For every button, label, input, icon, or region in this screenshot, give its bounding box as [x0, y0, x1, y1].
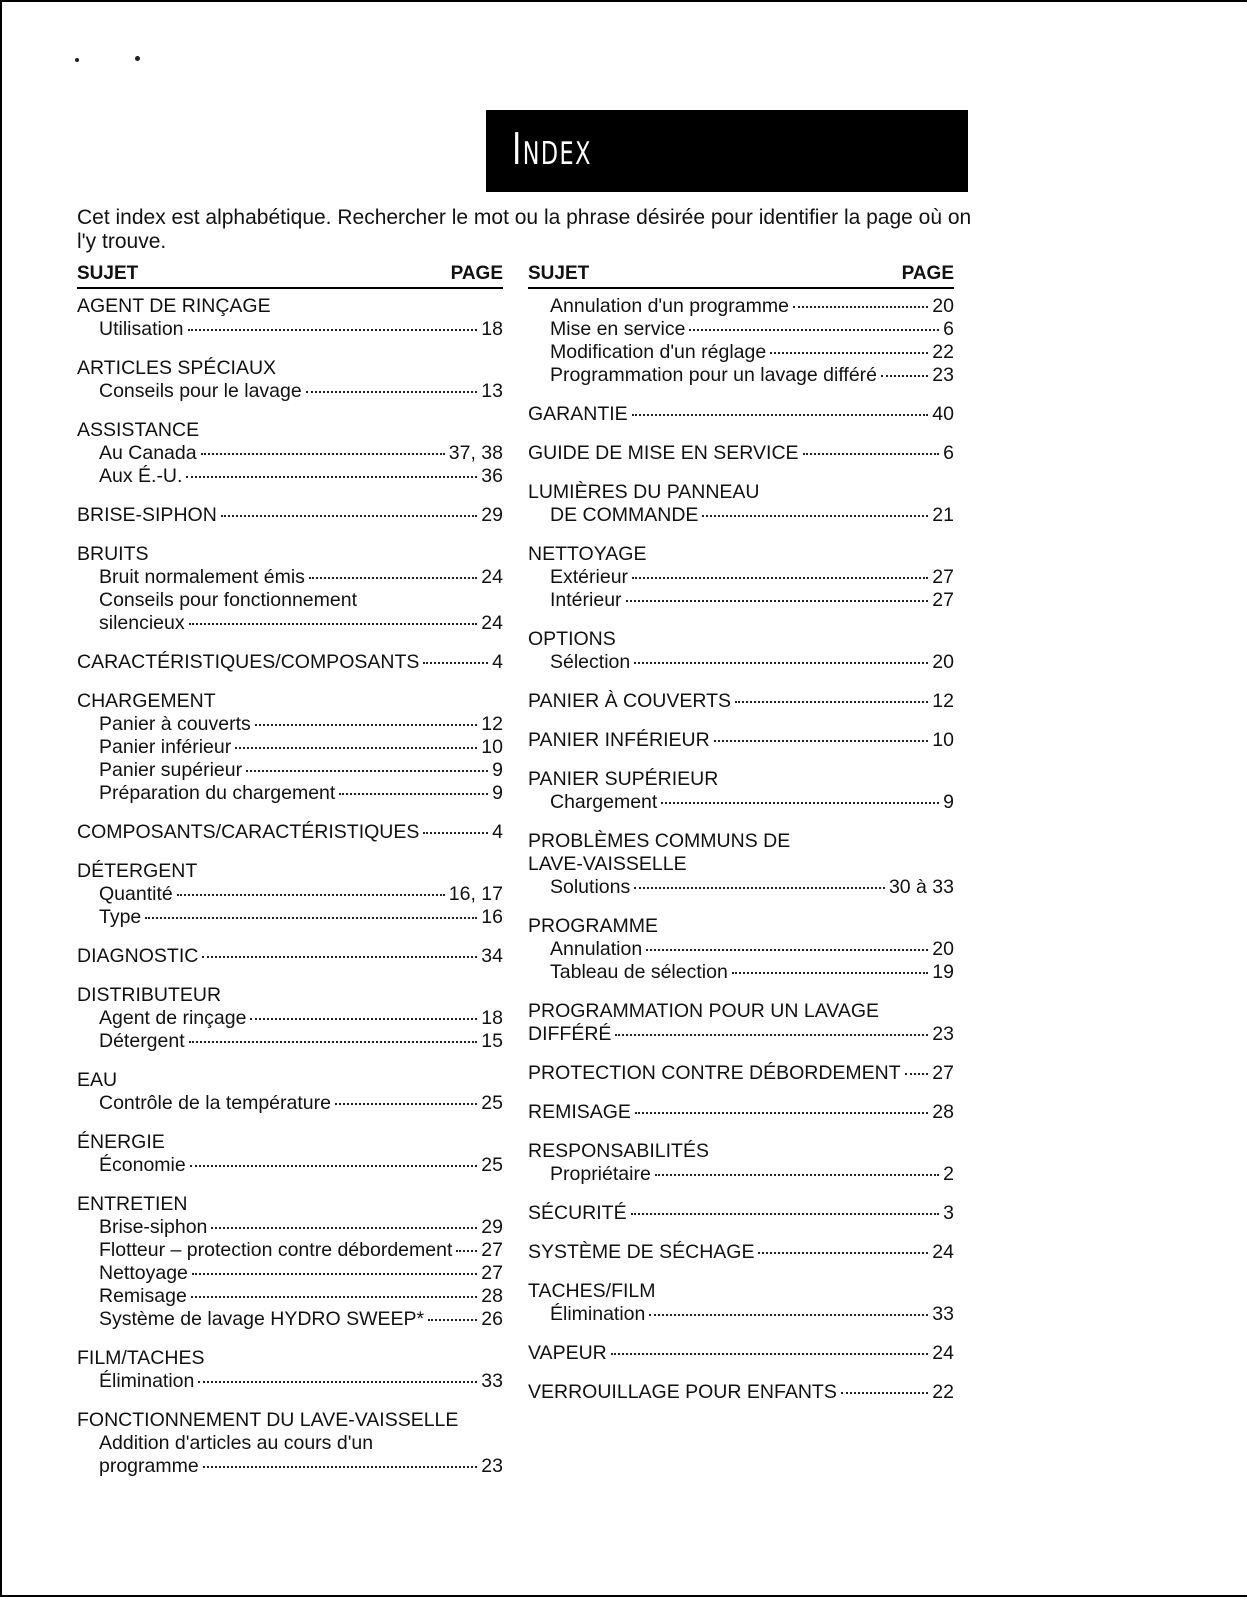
index-row: [77, 1262, 503, 1285]
index-row: [77, 1308, 503, 1331]
row-label: Sélection: [550, 651, 631, 673]
page-number: 33: [932, 1303, 954, 1325]
page-number: 9: [943, 791, 954, 813]
row-label: SYSTÈME DE SÉCHAGE: [528, 1241, 755, 1263]
row-label: DIAGNOSTIC: [77, 945, 199, 967]
page-number: 25: [481, 1154, 503, 1176]
row-label: Flotteur – protection contre débordement: [99, 1239, 453, 1261]
index-row: [528, 504, 954, 527]
dot-leader: [803, 453, 940, 455]
page-number: 6: [943, 442, 954, 464]
index-row: [528, 690, 954, 713]
row-label: Remisage: [99, 1285, 187, 1307]
row-label: Agent de rinçage: [99, 1007, 247, 1029]
row-label: Panier à couverts: [99, 713, 251, 735]
index-row: [528, 364, 954, 387]
page-number: 23: [932, 1023, 954, 1045]
index-entry: [528, 481, 954, 527]
entry-heading: LUMIÈRES DU PANNEAU: [528, 481, 760, 503]
index-entry: [77, 1131, 503, 1177]
entry-heading: PANIER SUPÉRIEUR: [528, 768, 719, 790]
index-row: [528, 589, 954, 612]
page-number: 27: [932, 1062, 954, 1084]
index-row: [77, 1285, 503, 1308]
index-row: [528, 961, 954, 984]
dot-leader: [190, 1165, 478, 1167]
row-label: Tableau de sélection: [550, 961, 728, 983]
dot-leader: [145, 917, 477, 919]
index-entry: [528, 403, 954, 426]
index-row: [528, 1101, 954, 1124]
index-row: [77, 1455, 503, 1478]
index-row: [528, 1163, 954, 1186]
dot-leader: [246, 770, 488, 772]
dot-leader: [631, 1213, 940, 1215]
dot-leader: [632, 414, 929, 416]
row-label: CARACTÉRISTIQUES/COMPOSANTS: [77, 651, 420, 673]
column-header: [528, 263, 954, 289]
dot-leader: [841, 1392, 928, 1394]
index-row: [528, 651, 954, 674]
row-label: Aux É.-U.: [99, 465, 183, 487]
index-row: [528, 1381, 954, 1404]
entry-heading: NETTOYAGE: [528, 543, 647, 565]
row-label: PANIER À COUVERTS: [528, 690, 731, 712]
index-row: [77, 318, 503, 341]
entry-heading: PROBLÈMES COMMUNS DE: [528, 830, 791, 852]
dot-leader: [189, 623, 478, 625]
page-number: 23: [932, 364, 954, 386]
dot-leader: [189, 1041, 478, 1043]
dot-leader: [732, 972, 929, 974]
entry-heading: FILM/TACHES: [77, 1347, 205, 1369]
index-row: [77, 945, 503, 968]
index-row: [77, 1370, 503, 1393]
index-entry: [77, 690, 503, 805]
entry-heading: BRUITS: [77, 543, 149, 565]
page-number: 29: [481, 1216, 503, 1238]
entry-heading: ASSISTANCE: [77, 419, 200, 441]
page-number: 25: [481, 1092, 503, 1114]
page-number: 30 à 33: [888, 876, 954, 898]
dot-leader: [758, 1252, 928, 1254]
page-number: 12: [481, 713, 503, 735]
page-number: 20: [932, 295, 954, 317]
page-number: 20: [932, 938, 954, 960]
dot-leader: [632, 577, 928, 579]
column-header: [77, 263, 503, 289]
index-entry: [528, 1342, 954, 1365]
row-label: Nettoyage: [99, 1262, 188, 1284]
index-entry: [528, 830, 954, 899]
page-number: 34: [481, 945, 503, 967]
page-number: 18: [481, 1007, 503, 1029]
row-label: Annulation d'un programme: [550, 295, 789, 317]
index-entry: [77, 1347, 503, 1393]
index-row: [528, 1303, 954, 1326]
page-number: 28: [481, 1285, 503, 1307]
dot-leader: [339, 793, 488, 795]
dot-leader: [211, 1227, 477, 1229]
index-row: [528, 791, 954, 814]
entry-heading: ÉNERGIE: [77, 1131, 165, 1153]
dot-leader: [177, 894, 445, 896]
index-row: [77, 883, 503, 906]
row-label: Modification d'un réglage: [550, 341, 767, 363]
row-label: Annulation: [550, 938, 643, 960]
index-row: [77, 380, 503, 403]
dot-leader: [456, 1250, 477, 1252]
index-entry: [528, 768, 954, 814]
page-number: 36: [481, 465, 503, 487]
dot-leader: [634, 662, 928, 664]
row-label: GARANTIE: [528, 403, 628, 425]
page-number: 28: [932, 1101, 954, 1123]
page-number: 24: [481, 612, 503, 634]
index-row: [77, 713, 503, 736]
page-header: PAGE: [450, 263, 503, 284]
dot-leader: [255, 724, 478, 726]
index-row: [77, 465, 503, 488]
page-number: 33: [481, 1370, 503, 1392]
row-label: Contrôle de la température: [99, 1092, 331, 1114]
dot-leader: [649, 1314, 928, 1316]
page-number: 22: [932, 341, 954, 363]
index-entry: [77, 821, 503, 844]
row-label: Économie: [99, 1154, 186, 1176]
title-banner: [486, 110, 968, 192]
index-entry: [77, 419, 503, 488]
index-row: [528, 1342, 954, 1365]
dot-leader: [793, 306, 928, 308]
row-label: Chargement: [550, 791, 658, 813]
row-label: Détergent: [99, 1030, 185, 1052]
entry-heading: TACHES/FILM: [528, 1280, 656, 1302]
dot-leader: [646, 949, 928, 951]
index-row: [528, 295, 954, 318]
row-label: Panier supérieur: [99, 759, 243, 781]
dot-leader: [428, 1319, 477, 1321]
row-label: SÉCURITÉ: [528, 1202, 627, 1224]
entry-heading: AGENT DE RINÇAGE: [77, 295, 271, 317]
index-entry: [77, 1069, 503, 1115]
index-row: [528, 1023, 954, 1046]
page-number: 3: [943, 1202, 954, 1224]
dot-leader: [250, 1018, 477, 1020]
dot-leader: [235, 747, 477, 749]
row-label: silencieux: [99, 612, 185, 634]
index-entry: [528, 915, 954, 984]
entry-heading: FONCTIONNEMENT DU LAVE-VAISSELLE: [77, 1409, 459, 1431]
dot-leader: [611, 1353, 929, 1355]
dot-leader: [714, 740, 929, 742]
dot-leader: [198, 1381, 477, 1383]
dot-leader: [905, 1073, 929, 1075]
index-row: [77, 651, 503, 674]
index-row: [77, 504, 503, 527]
dot-leader: [192, 1273, 477, 1275]
intro-text: Cet index est alphabétique. Rechercher le mot ou la phrase désirée pour identifier la page où on l'y trouve.: [77, 206, 972, 253]
page-number: 6: [943, 318, 954, 340]
dot-leader: [186, 476, 477, 478]
page-number: 27: [932, 589, 954, 611]
page-number: 2: [943, 1163, 954, 1185]
dot-leader: [770, 352, 928, 354]
subject-header: SUJET: [528, 263, 590, 284]
index-entry: [77, 295, 503, 341]
index-entry: [528, 1140, 954, 1186]
index-entry: [77, 984, 503, 1053]
row-label: Élimination: [550, 1303, 646, 1325]
row-label: Au Canada: [99, 442, 197, 464]
page-number: 22: [932, 1381, 954, 1403]
row-label: GUIDE DE MISE EN SERVICE: [528, 442, 799, 464]
page-number: 4: [492, 821, 503, 843]
page-title: Index: [512, 124, 592, 175]
entry-heading: ENTRETIEN: [77, 1193, 188, 1215]
dot-leader: [626, 600, 929, 602]
index-entry: [77, 1409, 503, 1478]
dot-leader: [735, 701, 928, 703]
dot-leader: [188, 329, 478, 331]
index-row: [528, 318, 954, 341]
index-entry: [528, 295, 954, 387]
row-label: Quantité: [99, 883, 173, 905]
index-row: [528, 876, 954, 899]
index-row: [77, 566, 503, 589]
row-label: Extérieur: [550, 566, 629, 588]
page-number: 20: [932, 651, 954, 673]
index-entry: [77, 860, 503, 929]
index-row: [77, 759, 503, 782]
entry-heading: PROGRAMME: [528, 915, 659, 937]
row-label: DE COMMANDE: [550, 504, 699, 526]
dot-leader: [423, 662, 488, 664]
entry-heading: RESPONSABILITÉS: [528, 1140, 709, 1162]
dot-leader: [335, 1103, 477, 1105]
dot-leader: [635, 1112, 928, 1114]
index-entry: [77, 543, 503, 635]
row-label: REMISAGE: [528, 1101, 631, 1123]
row-label: Panier inférieur: [99, 736, 232, 758]
page-number: 19: [932, 961, 954, 983]
dot-leader: [423, 832, 488, 834]
row-label: BRISE-SIPHON: [77, 504, 217, 526]
page-number: 15: [481, 1030, 503, 1052]
dot-leader: [203, 1466, 478, 1468]
index-row: [528, 442, 954, 465]
row-label: Préparation du chargement: [99, 782, 336, 804]
dot-leader: [201, 453, 445, 455]
index-entry: [77, 945, 503, 968]
index-row: [528, 403, 954, 426]
index-row: [77, 1239, 503, 1262]
entry-heading: DISTRIBUTEUR: [77, 984, 222, 1006]
row-label: Brise-siphon: [99, 1216, 208, 1238]
page-number: 16: [481, 906, 503, 928]
index-entry: [528, 1280, 954, 1326]
dot-leader: [881, 375, 928, 377]
page-number: 27: [932, 566, 954, 588]
index-row: [528, 1202, 954, 1225]
dot-leader: [655, 1174, 939, 1176]
dot-leader: [191, 1296, 478, 1298]
row-label: VAPEUR: [528, 1342, 607, 1364]
index-row: [77, 1154, 503, 1177]
index-row: [528, 341, 954, 364]
index-row: [528, 729, 954, 752]
row-label: DIFFÉRÉ: [528, 1023, 612, 1045]
page-number: 13: [481, 380, 503, 402]
row-label: Addition d'articles au cours d'un: [99, 1432, 374, 1454]
index-entry: [77, 504, 503, 527]
scan-speck: [135, 56, 140, 61]
index-row: [77, 612, 503, 635]
entry-heading: PROGRAMMATION POUR UN LAVAGE: [528, 1000, 880, 1022]
index-row: [528, 1062, 954, 1085]
page-number: 18: [481, 318, 503, 340]
row-label: Solutions: [550, 876, 631, 898]
index-row: [77, 442, 503, 465]
index-row: [77, 1007, 503, 1030]
index-entry: [77, 357, 503, 403]
entry-heading: ARTICLES SPÉCIAUX: [77, 357, 277, 379]
row-label: VERROUILLAGE POUR ENFANTS: [528, 1381, 837, 1403]
page-number: 27: [481, 1262, 503, 1284]
index-entry: [528, 1202, 954, 1225]
row-label: Mise en service: [550, 318, 686, 340]
row-label: Utilisation: [99, 318, 184, 340]
index-row: [77, 1092, 503, 1115]
index-row: [528, 1241, 954, 1264]
index-row: [77, 1216, 503, 1239]
index-entry: [528, 1381, 954, 1404]
index-entry: [77, 651, 503, 674]
index-entry: [528, 628, 954, 674]
page-number: 10: [932, 729, 954, 751]
entry-heading: EAU: [77, 1069, 118, 1091]
dot-leader: [634, 887, 885, 889]
row-label: Propriétaire: [550, 1163, 651, 1185]
entry-heading: CHARGEMENT: [77, 690, 216, 712]
row-label: Bruit normalement émis: [99, 566, 305, 588]
index-entry: [528, 1000, 954, 1046]
subject-header: SUJET: [77, 263, 139, 284]
index-column-right: [528, 263, 954, 1420]
index-entry: [77, 1193, 503, 1331]
row-label: Système de lavage HYDRO SWEEP*: [99, 1308, 425, 1330]
index-row: [528, 938, 954, 961]
row-label: Type: [99, 906, 142, 928]
index-entry: [528, 1101, 954, 1124]
page-number: 23: [481, 1455, 503, 1477]
entry-heading: OPTIONS: [528, 628, 616, 650]
index-row: [77, 782, 503, 805]
page-number: 9: [492, 759, 503, 781]
index-row: [77, 906, 503, 929]
index-row: [77, 736, 503, 759]
index-row: [528, 566, 954, 589]
dot-leader: [661, 802, 939, 804]
dot-leader: [615, 1034, 928, 1036]
scan-speck: [75, 58, 79, 62]
index-entry: [528, 690, 954, 713]
page-number: 16, 17: [448, 883, 503, 905]
dot-leader: [309, 577, 477, 579]
page-number: 37, 38: [448, 442, 503, 464]
row-label: PANIER INFÉRIEUR: [528, 729, 710, 751]
dot-leader: [702, 515, 928, 517]
page-header: PAGE: [901, 263, 954, 284]
entry-heading: LAVE-VAISSELLE: [528, 853, 687, 875]
page-number: 10: [481, 736, 503, 758]
row-label: Élimination: [99, 1370, 195, 1392]
index-column-left: [77, 263, 503, 1494]
row-label: Intérieur: [550, 589, 622, 611]
dot-leader: [202, 956, 477, 958]
row-label: programme: [99, 1455, 199, 1477]
dot-leader: [689, 329, 939, 331]
page-number: 29: [481, 504, 503, 526]
row-label: Programmation pour un lavage différé: [550, 364, 877, 386]
index-entry: [528, 1241, 954, 1264]
row-label: PROTECTION CONTRE DÉBORDEMENT: [528, 1062, 901, 1084]
page-number: 24: [481, 566, 503, 588]
page-number: 24: [932, 1241, 954, 1263]
index-entry: [528, 442, 954, 465]
entry-heading: DÉTERGENT: [77, 860, 198, 882]
row-label: Conseils pour le lavage: [99, 380, 302, 402]
index-row: [77, 1030, 503, 1053]
page-number: 9: [492, 782, 503, 804]
dot-leader: [221, 515, 478, 517]
index-entry: [528, 729, 954, 752]
page-number: 27: [481, 1239, 503, 1261]
row-label: COMPOSANTS/CARACTÉRISTIQUES: [77, 821, 420, 843]
index-entry: [528, 1062, 954, 1085]
page-number: 21: [932, 504, 954, 526]
page-number: 26: [481, 1308, 503, 1330]
page-number: 12: [932, 690, 954, 712]
page-number: 4: [492, 651, 503, 673]
index-row: [77, 821, 503, 844]
row-label: Conseils pour fonctionnement: [99, 589, 357, 611]
dot-leader: [306, 391, 478, 393]
page-number: 40: [932, 403, 954, 425]
index-entry: [528, 543, 954, 612]
page-number: 24: [932, 1342, 954, 1364]
